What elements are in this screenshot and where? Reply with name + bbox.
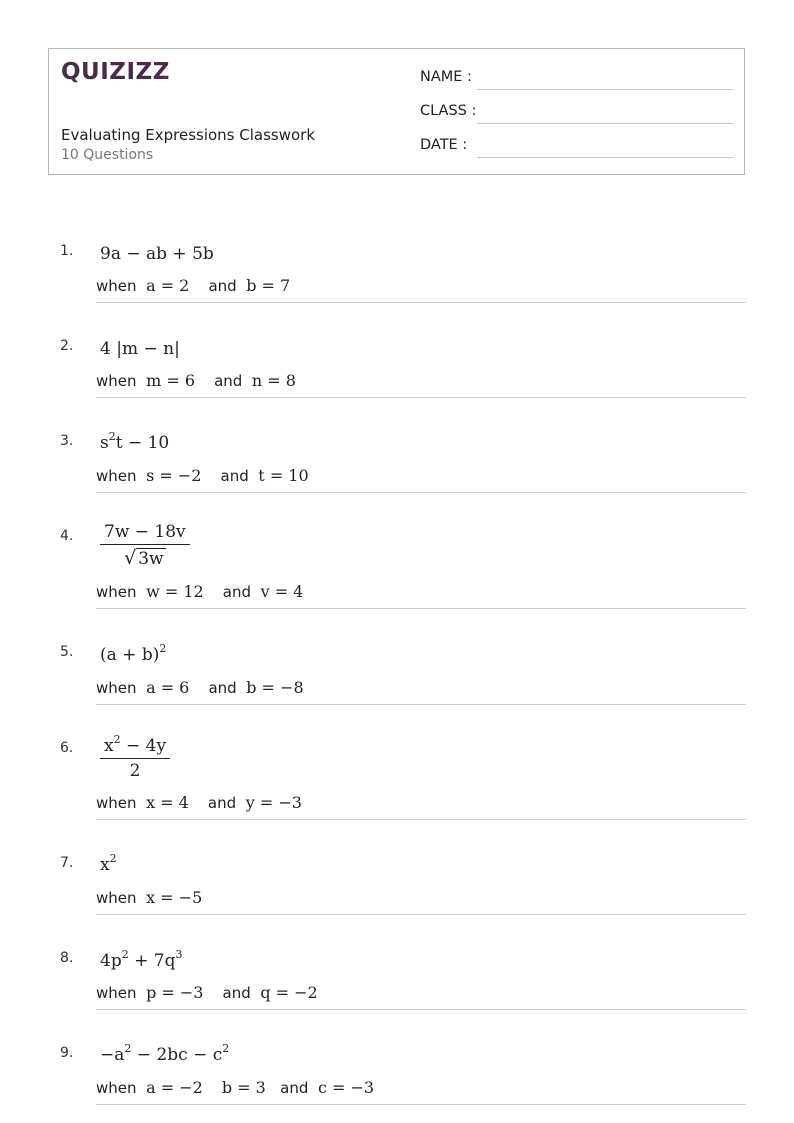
name-line[interactable]: [477, 89, 733, 90]
question-expression: $\frac{x^2 - 4y}{2}$: [100, 736, 170, 781]
question-condition: when s = −2 and t = 10: [96, 466, 309, 485]
quizizz-logo: QUIZIZZ: [61, 59, 170, 85]
question-number: 8.: [60, 950, 74, 966]
question-condition: when a = −2 b = 3 and c = −3: [96, 1078, 375, 1097]
question-condition: when a = 2 and b = 7: [96, 276, 291, 295]
question-expression: $\frac{7w - 18v}{√ 3w}$: [100, 522, 190, 569]
question-divider: [96, 1009, 746, 1010]
question-expression: $(a + b)^2$: [100, 642, 167, 665]
question-expression: $x^2$: [100, 852, 117, 875]
question-number: 1.: [60, 243, 74, 259]
question-expression: $-a^2 - 2bc - c^2$: [100, 1042, 230, 1065]
question-expression: 9a − ab + 5b: [100, 244, 214, 264]
question-count: 10 Questions: [61, 147, 154, 163]
question-divider: [96, 819, 746, 820]
question-condition: when m = 6 and n = 8: [96, 371, 296, 390]
question-condition: when w = 12 and v = 4: [96, 582, 304, 601]
class-label: CLASS :: [420, 103, 477, 119]
question-divider: [96, 397, 746, 398]
question-divider: [96, 492, 746, 493]
question-divider: [96, 914, 746, 915]
question-divider: [96, 302, 746, 303]
question-expression: $4p^2 + 7q^3$: [100, 948, 183, 971]
name-label: NAME :: [420, 69, 472, 85]
question-expression: $s^2t - 10$: [100, 430, 170, 453]
question-number: 6.: [60, 740, 74, 756]
question-number: 3.: [60, 433, 74, 449]
question-number: 9.: [60, 1045, 74, 1061]
question-number: 2.: [60, 338, 74, 354]
question-condition: when a = 6 and b = −8: [96, 678, 304, 697]
question-number: 5.: [60, 644, 74, 660]
date-line[interactable]: [477, 157, 733, 158]
question-condition: when x = −5: [96, 888, 203, 907]
question-condition: when x = 4 and y = −3: [96, 793, 302, 812]
question-divider: [96, 608, 746, 609]
question-divider: [96, 1104, 746, 1105]
question-expression: 4 |m − n|: [100, 339, 180, 359]
question-number: 4.: [60, 528, 74, 544]
question-number: 7.: [60, 855, 74, 871]
worksheet-title: Evaluating Expressions Classwork: [61, 126, 316, 144]
question-divider: [96, 704, 746, 705]
worksheet-header: [48, 48, 745, 175]
class-line[interactable]: [477, 123, 733, 124]
date-label: DATE :: [420, 137, 468, 153]
question-condition: when p = −3 and q = −2: [96, 983, 318, 1002]
